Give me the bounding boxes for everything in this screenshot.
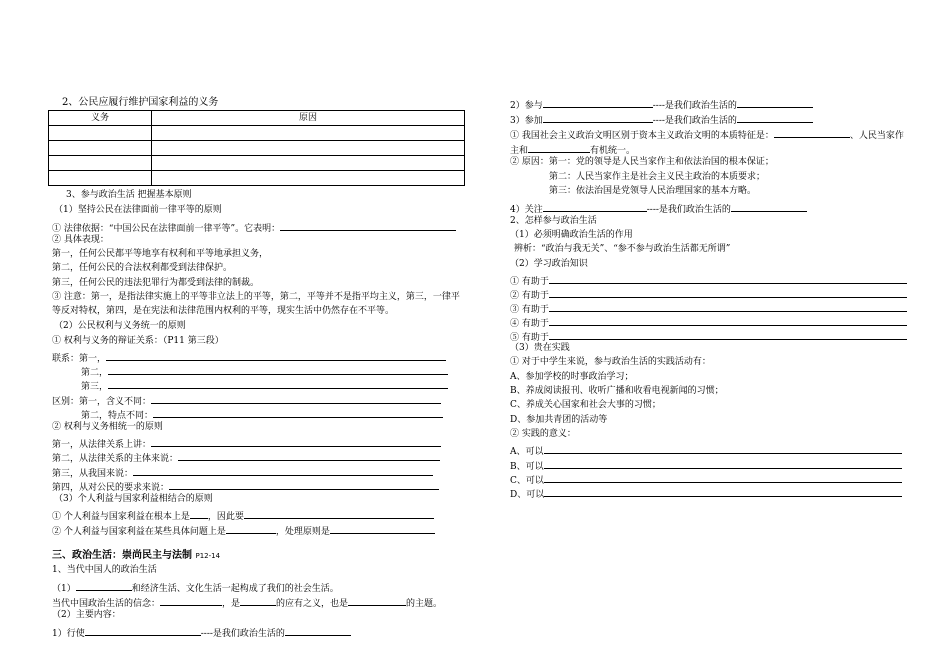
r-practice: ① 对于中学生来说，参与政治生活的实践活动有： <box>510 357 711 367</box>
s1-line-3: （2）主要内容： <box>52 610 121 620</box>
p3-line-1: ① 个人利益与国家利益在根本上是 ，因此要 <box>52 509 434 522</box>
r-can-d: D、可以 <box>510 487 902 500</box>
table-row <box>49 126 465 141</box>
r-line-3: ① 我国社会主义政治文明区别于资本主义政治文明的本质特征是： 、人民当家作 <box>510 128 904 141</box>
r-can-b: B、可以 <box>510 459 902 472</box>
p1-show: ② 具体表现： <box>52 235 109 245</box>
p1-basis: ① 法律依据：“中国公民在法律面前一律平等”。它表明： <box>52 221 456 234</box>
p3-title: （3）个人利益与国家利益相结合的原则 <box>54 494 213 504</box>
r-line-6: 第二：人民当家作主是社会主义民主政治的本质要求； <box>549 172 766 182</box>
p2-title: （2）公民权利与义务统一的原则 <box>54 321 186 331</box>
r-help-4: ④ 有助于 <box>510 316 907 329</box>
p2-link-1: 联系：第一， <box>52 351 446 364</box>
table-row <box>49 171 465 186</box>
p2-link-3: 第三， <box>81 379 448 392</box>
r-practice-d: D、参加共青团的活动等 <box>510 415 608 425</box>
big-section-title: 三、政治生活：崇尚民主与法制 P12-14 <box>52 550 221 561</box>
r-line-2: 3）参加 ----是我们政治生活的 <box>510 113 813 126</box>
r-s2-2: （2）学习政治知识 <box>510 259 588 269</box>
table-row <box>49 141 465 156</box>
r-meaning: ② 实践的意义： <box>510 429 576 439</box>
r-s2-3: （3）贵在实践 <box>510 343 570 353</box>
r-help-3: ③ 有助于 <box>510 302 907 315</box>
table-row <box>49 156 465 171</box>
p2-u2: 第二，从法律关系的主体来说： <box>52 451 440 464</box>
r-line-8: 4）关注 ----是我们政治生活的 <box>510 202 807 215</box>
r-practice-b: B、养成阅读报刊、收听广播和收看电视新闻的习惯； <box>510 386 724 396</box>
r-s2-1: （1）必须明确政治生活的作用 <box>510 230 633 240</box>
s1-line-2: 当代中国政治生活的信念： ，是 的应有之义，也是 的主题。 <box>52 596 442 609</box>
r-help-1: ① 有助于 <box>510 274 907 287</box>
r-can-c: C、可以 <box>510 473 902 486</box>
p2-link-2: 第二， <box>81 365 448 378</box>
p1-third: 第三，任何公民的违法犯罪行为都受到法律的制裁。 <box>52 278 260 288</box>
section-2-title: 2、公民应履行维护国家利益的义务 <box>62 97 219 108</box>
p2-u1: 第一，从法律关系上讲： <box>52 437 441 450</box>
r-help-5: ⑤ 有助于 <box>510 330 907 343</box>
table-header-duty: 义务 <box>49 111 152 126</box>
p2-u4: 第四，从对公民的要求来说： <box>52 480 439 493</box>
table-header-reason: 原因 <box>152 111 465 126</box>
p1-note-1: ③ 注意：第一，是指法律实施上的平等非立法上的平等，第二，平等并不是指平均主义，第三，一律平 <box>52 292 460 302</box>
r-help-2: ② 有助于 <box>510 288 907 301</box>
r-section-2: 2、怎样参与政治生活 <box>510 216 597 226</box>
s1-line-4: 1）行使 ----是我们政治生活的 <box>52 626 351 639</box>
r-line-7: 第三：依法治国是党领导人民治理国家的基本方略。 <box>549 186 757 196</box>
p3-line-2: ② 个人利益与国家利益在某些具体问题上是 ，处理原则是 <box>52 524 435 537</box>
r-practice-a: A、参加学校的时事政治学习； <box>510 372 634 382</box>
p1-note-2: 等反对特权，第四，是在宪法和法律范围内权利的平等，现实生活中仍然存在不平等。 <box>52 306 395 316</box>
s1-line-1: （1） 和经济生活、文化生活一起构成了我们的社会生活。 <box>52 581 339 594</box>
p2-u3: 第三，从我国来说： <box>52 466 433 479</box>
p2-unite: ② 权利与义务相统一的原则 <box>52 422 163 432</box>
section-3-title: 3、参与政治生活 把握基本原则 <box>66 190 192 200</box>
p2-diff-2: 第二，特点不同： <box>81 408 443 421</box>
r-line-5: ② 原因：第一：党的领导是人民当家作主和依法治国的根本保证； <box>510 157 774 167</box>
r-line-1: 2）参与 ----是我们政治生活的 <box>510 98 813 111</box>
p1-title: （1）坚持公民在法律面前一律平等的原则 <box>54 205 222 215</box>
r-practice-c: C、养成关心国家和社会大事的习惯； <box>510 400 661 410</box>
s1-title: 1、当代中国人的政治生活 <box>52 565 157 575</box>
duty-table <box>48 110 465 186</box>
p2-dialectic: ① 权利与义务的辩证关系：（P11 第三段） <box>52 336 224 346</box>
r-s2-bianxi: 辨析：“政治与我无关”、“参不参与政治生活都无所谓” <box>514 244 731 254</box>
p1-second: 第二，任何公民的合法权利都受到法律保护。 <box>52 263 233 273</box>
r-line-4: 主和 有机统一。 <box>510 143 635 156</box>
r-can-a: A、可以 <box>510 444 902 457</box>
p1-first: 第一，任何公民都平等地享有权利和平等地承担义务， <box>52 249 269 259</box>
p2-diff-1: 区别：第一，含义不同： <box>52 394 441 407</box>
